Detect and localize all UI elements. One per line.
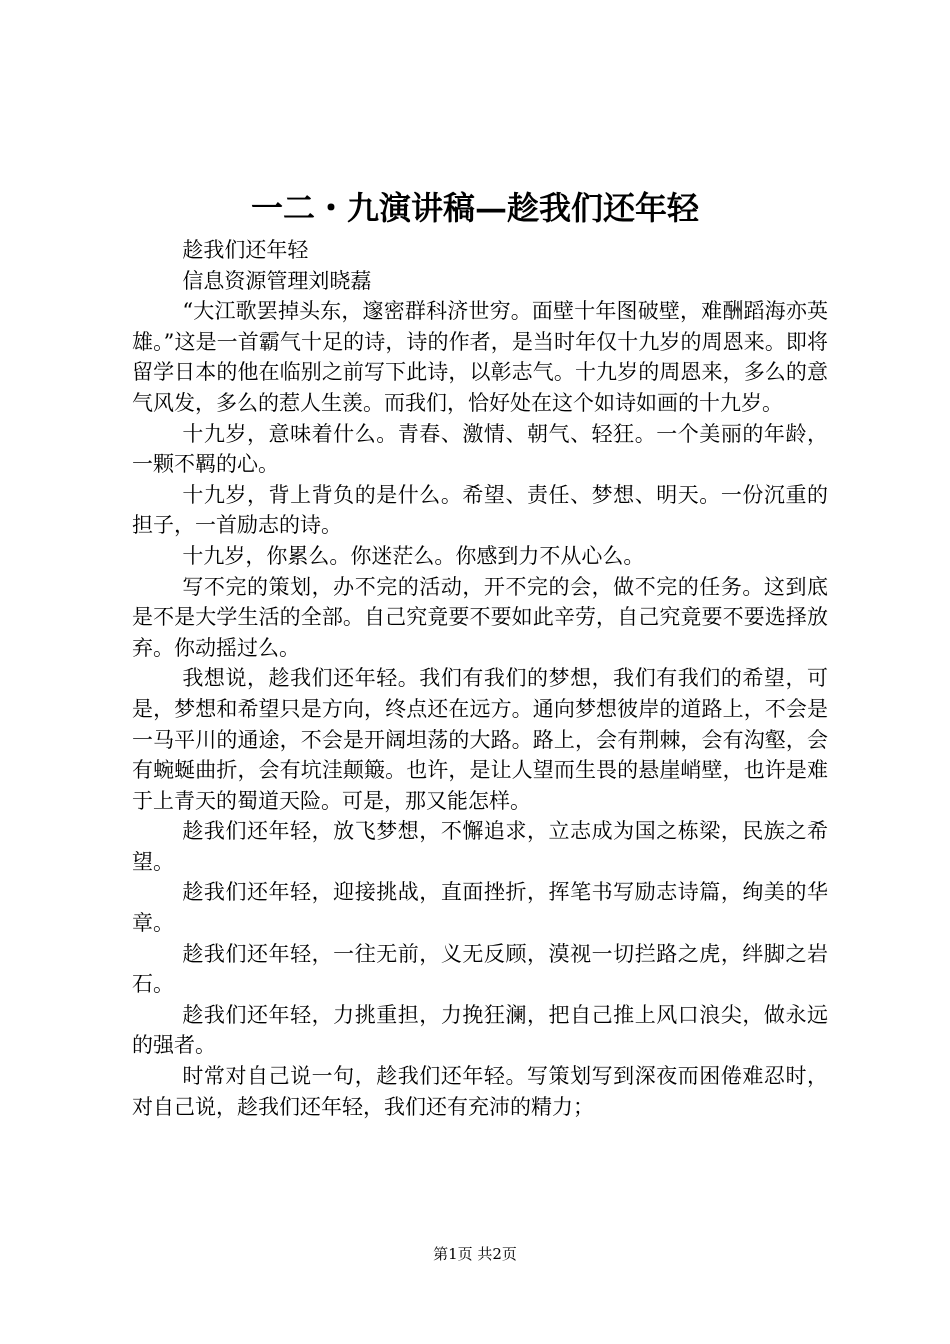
paragraph: 我想说，趁我们还年轻。我们有我们的梦想，我们有我们的希望，可是，梦想和希望只是方向，终点还在远方。通向梦想彼岸的道路上，不会是一马平川的通途，不会是开阔坦荡的大路。路上，会有荆棘，会有沟壑，会有蜿蜒曲折，会有坑洼颠簸。也许，是让人望而生畏的悬崖峭壁，也许是难于上青天的蜀道天险。可是，那又能怎样。 <box>132 666 828 813</box>
paragraph: 十九岁，意味着什么。青春、激情、朝气、轻狂。一个美丽的年龄，一颗不羁的心。 <box>132 421 828 477</box>
paragraph: 时常对自己说一句，趁我们还年轻。写策划写到深夜而困倦难忍时，对自己说，趁我们还年轻，我们还有充沛的精力； <box>132 1064 828 1119</box>
paragraph: 趁我们还年轻，一往无前，义无反顾，漠视一切拦路之虎，绊脚之岩石。 <box>132 941 828 997</box>
page-title: 一二・九演讲稿—趁我们还年轻 <box>250 189 699 227</box>
paragraph: 趁我们还年轻，迎接挑战，直面挫折，挥笔书写励志诗篇，绚美的华章。 <box>132 880 828 936</box>
paragraph-author: 信息资源管理刘晓藞 <box>182 268 372 293</box>
page-number: 第1页 共2页 <box>433 1245 517 1263</box>
document-body <box>132 235 828 1122</box>
paragraph: 写不完的策划，办不完的活动，开不完的会，做不完的任务。这到底是不是大学生活的全部。自己究竟要不要如此辛劳，自己究竟要不要选择放弃。你动摇过么。 <box>132 574 828 660</box>
paragraph: “大江歌罢掉头东，邃密群科济世穷。面壁十年图破壁，难酬蹈海亦英雄。”这是一首霸气十足的诗，诗的作者，是当时年仅十九岁的周恩来。即将留学日本的他在临别之前写下此诗，以彰志气。十九岁的周恩来，多么的意气风发，多么的惹人生羡。而我们，恰好处在这个如诗如画的十九岁。 <box>132 299 828 415</box>
paragraph: 十九岁，背上背负的是什么。希望、责任、梦想、明天。一份沉重的担子，一首励志的诗。 <box>132 482 828 538</box>
paragraph: 趁我们还年轻，放飞梦想，不懈追求，立志成为国之栋梁，民族之希望。 <box>132 819 828 874</box>
paragraph: 十九岁，你累么。你迷茫么。你感到力不从心么。 <box>182 543 645 568</box>
paragraph-subtitle: 趁我们还年轻 <box>182 238 309 262</box>
paragraph: 趁我们还年轻，力挑重担，力挽狂澜，把自己推上风口浪尖，做永远的强者。 <box>132 1002 828 1058</box>
